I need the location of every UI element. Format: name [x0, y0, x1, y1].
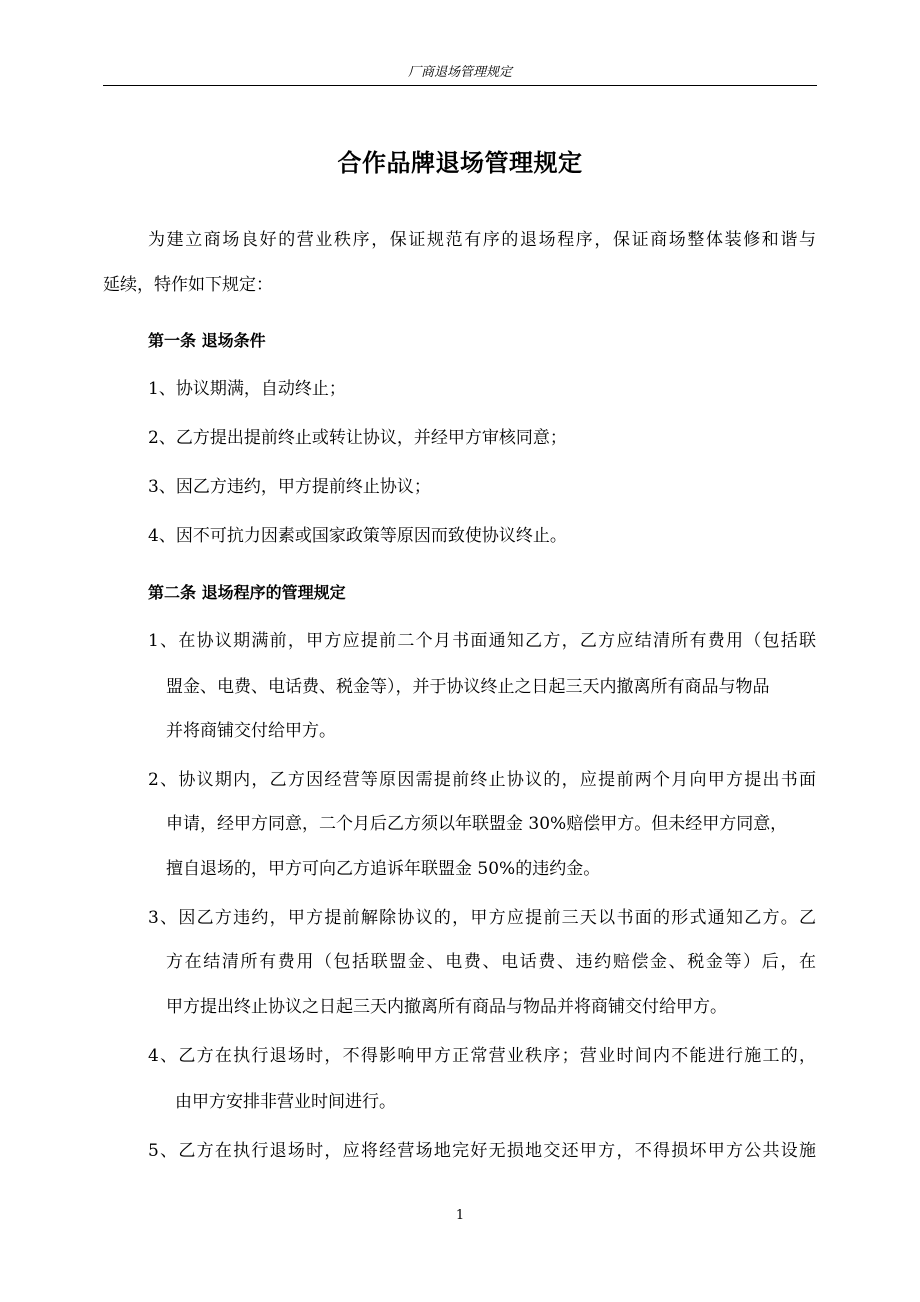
section-1-item: 2、乙方提出提前终止或转让协议，并经甲方审核同意； — [148, 428, 567, 448]
header-divider — [103, 85, 817, 86]
section-1-item: 3、因乙方违约，甲方提前终止协议； — [148, 477, 431, 497]
section-2-heading: 第二条 退场程序的管理规定 — [148, 583, 346, 602]
document-title: 合作品牌退场管理规定 — [337, 149, 583, 177]
item-2-line-2: 申请，经甲方同意，二个月后乙方须以年联盟金 30%赔偿甲方。但未经甲方同意， — [166, 814, 788, 834]
intro-line-2: 延续，特作如下规定： — [103, 275, 273, 295]
item-3-line-3: 甲方提出终止协议之日起三天内撤离所有商品与物品并将商铺交付给甲方。 — [166, 997, 727, 1017]
item-1-line-3: 并将商铺交付给甲方。 — [166, 721, 336, 741]
item-1-line-1: 1、在协议期满前，甲方应提前二个月书面通知乙方，乙方应结清所有费用（包括联 — [148, 631, 816, 651]
item-4-line-2: 由甲方安排非营业时间进行。 — [175, 1092, 396, 1112]
section-1-heading: 第一条 退场条件 — [148, 331, 266, 350]
section-1-item: 4、因不可抗力因素或国家政策等原因而致使协议终止。 — [148, 526, 567, 546]
intro-line-1: 为建立商场良好的营业秩序，保证规范有序的退场程序，保证商场整体装修和谐与 — [148, 230, 816, 250]
item-4-line-1: 4、乙方在执行退场时，不得影响甲方正常营业秩序；营业时间内不能进行施工的， — [148, 1046, 816, 1066]
section-1-item: 1、协议期满，自动终止； — [148, 379, 346, 399]
header-title: 厂商退场管理规定 — [407, 65, 512, 80]
item-2-line-3: 擅自退场的，甲方可向乙方追诉年联盟金 50%的违约金。 — [166, 859, 601, 879]
item-3-line-1: 3、因乙方违约，甲方提前解除协议的，甲方应提前三天以书面的形式通知乙方。乙 — [148, 908, 816, 928]
item-5-line-1: 5、乙方在执行退场时，应将经营场地完好无损地交还甲方，不得损坏甲方公共设施 — [148, 1141, 816, 1161]
item-2-line-1: 2、协议期内，乙方因经营等原因需提前终止协议的，应提前两个月向甲方提出书面 — [148, 770, 816, 790]
page-number: 1 — [455, 1208, 465, 1223]
item-3-line-2: 方在结清所有费用（包括联盟金、电费、电话费、违约赔偿金、税金等）后，在 — [166, 952, 816, 972]
item-1-line-2: 盟金、电费、电话费、税金等），并于协议终止之日起三天内撤离所有商品与物品 — [166, 677, 770, 697]
